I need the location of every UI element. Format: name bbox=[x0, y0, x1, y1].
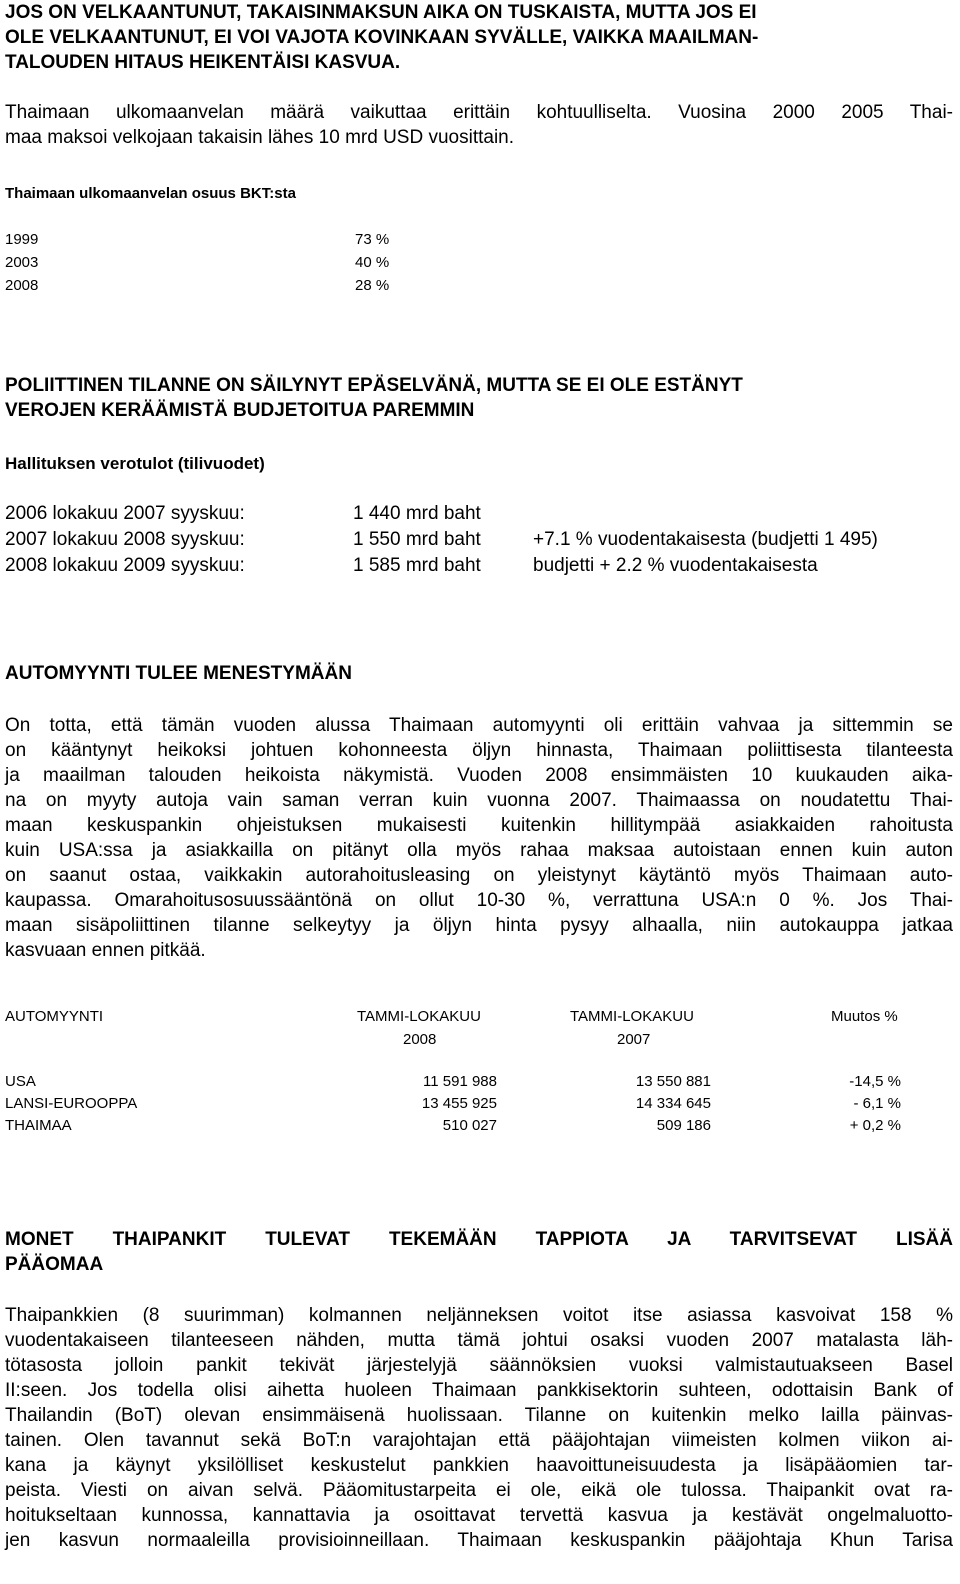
debt-value: 28 % bbox=[355, 277, 390, 294]
section1-heading bbox=[5, 0, 758, 75]
para-line: maan sisäpoliittinen tilanne selkeytyy ja öljyn hinta pysyy alhaalla, niin autokauppa jatkaa bbox=[5, 915, 953, 936]
sales-header-2008: TAMMI-LOKAKUU bbox=[357, 1008, 481, 1025]
section3-heading: AUTOMYYNTI TULEE MENESTYMÄÄN bbox=[5, 663, 352, 684]
tax-amount: 1 585 mrd baht bbox=[353, 555, 481, 576]
tax-subheading: Hallituksen verotulot (tilivuodet) bbox=[5, 454, 265, 473]
heading-line: PÄÄOMAA bbox=[5, 1254, 104, 1275]
sales-change: -14,5 % bbox=[849, 1073, 901, 1090]
para-line: kana ja käynyt yksilölliset keskustelut pankkien haavoittuneisuudesta ja lisäpääomien tar- bbox=[5, 1455, 953, 1476]
heading-line: TALOUDEN HITAUS HEIKENTÄISI KASVUA. bbox=[5, 52, 401, 73]
para-line: maa maksoi velkojaan takaisin lähes 10 mrd USD vuosittain. bbox=[5, 127, 515, 148]
sales-market: LANSI-EUROOPPA bbox=[5, 1095, 138, 1112]
tax-amount: 1 440 mrd baht bbox=[353, 503, 481, 524]
debt-year: 2008 bbox=[5, 277, 39, 294]
sales-market: THAIMAA bbox=[5, 1117, 72, 1134]
para-line: Thailandin (BoT) olevan ensimmäisenä huolissaan. Tilanne on kuitenkin melko lailla päinvas- bbox=[5, 1405, 953, 1426]
para-line: Thaipankkien (8 suurimman) kolmannen neljänneksen voitot itse asiassa kasvoivat 158 % bbox=[5, 1305, 953, 1326]
sales-header-market: AUTOMYYNTI bbox=[5, 1008, 104, 1025]
sales-change: + 0,2 % bbox=[849, 1117, 901, 1134]
tax-note: budjetti + 2.2 % vuodentakaisesta bbox=[533, 555, 818, 576]
para-line: Thaimaan ulkomaanvelan määrä vaikuttaa erittäin kohtuulliselta. Vuosina 2000 2005 Thai- bbox=[5, 102, 953, 123]
heading-line: POLIITTINEN TILANNE ON SÄILYNYT EPÄSELVÄNÄ, MUTTA SE EI OLE ESTÄNYT bbox=[5, 375, 743, 396]
para-line: jen kasvun normaaleilla provisioinneillaan. Thaimaan keskuspankin pääjohtaja Khun Tarisa bbox=[5, 1530, 953, 1551]
sales-2008: 11 591 988 bbox=[423, 1073, 497, 1090]
section3-paragraph bbox=[5, 713, 953, 963]
debt-year: 2003 bbox=[5, 254, 39, 271]
para-line: na on myyty autoja vain saman verran kuin vuonna 2007. Thaimaassa on noudatettu Thai- bbox=[5, 790, 953, 811]
debt-value: 73 % bbox=[355, 231, 390, 248]
tax-period: 2008 lokakuu 2009 syyskuu: bbox=[5, 555, 245, 576]
sales-header-2008-year: 2008 bbox=[403, 1031, 437, 1048]
tax-amount: 1 550 mrd baht bbox=[353, 529, 481, 550]
sales-change: - 6,1 % bbox=[853, 1095, 901, 1112]
para-line: peista. Viesti on aivan selvä. Pääomitustarpeita ei ole, eikä ole tulossa. Thaipankit ovat ra- bbox=[5, 1480, 953, 1501]
sales-header-change: Muutos % bbox=[831, 1008, 898, 1025]
tax-period: 2007 lokakuu 2008 syyskuu: bbox=[5, 529, 245, 550]
section2-heading bbox=[5, 373, 743, 423]
para-line: II:seen. Jos todella olisi aihetta huoleen Thaimaan pankkisektorin suhteen, odottaisin Bank of bbox=[5, 1380, 953, 1401]
para-line: kuin USA:ssa ja asiakkailla on pitänyt olla myös rahaa maksaa autoistaan ennen kuin auton bbox=[5, 840, 953, 861]
para-line: vuodentakaiseen tilanteeseen nähden, mutta tämä johtui osaksi vuoden 2007 matalasta läh- bbox=[5, 1330, 953, 1351]
heading-line: JOS ON VELKAANTUNUT, TAKAISINMAKSUN AIKA ON TUSKAISTA, MUTTA JOS EI bbox=[5, 2, 757, 23]
debt-year: 1999 bbox=[5, 231, 39, 248]
sales-market: USA bbox=[5, 1073, 36, 1090]
para-line: hoitukseltaan kunnossa, kannattavia ja osoittavat tervettä kasvua ja kestävät ongelmaluotto- bbox=[5, 1505, 953, 1526]
sales-header-2007-year: 2007 bbox=[617, 1031, 651, 1048]
sales-2007: 13 550 881 bbox=[635, 1073, 711, 1090]
debt-table-title: Thaimaan ulkomaanvelan osuus BKT:sta bbox=[5, 185, 296, 202]
debt-value: 40 % bbox=[355, 254, 390, 271]
sales-header-2007: TAMMI-LOKAKUU bbox=[570, 1008, 694, 1025]
heading-line: OLE VELKAANTUNUT, EI VOI VAJOTA KOVINKAAN SYVÄLLE, VAIKKA MAAILMAN- bbox=[5, 27, 759, 48]
sales-2007: 14 334 645 bbox=[635, 1095, 711, 1112]
para-line: on kääntynyt heikoksi johtuen kohonneesta öljyn hinnasta, Thaimaan poliittisesta tilanteesta bbox=[5, 740, 953, 761]
sales-2008: 510 027 bbox=[442, 1117, 497, 1134]
para-line: On totta, että tämän vuoden alussa Thaimaan automyynti oli erittäin vahvaa ja sittemmin se bbox=[5, 715, 953, 736]
heading-line: VEROJEN KERÄÄMISTÄ BUDJETOITUA PAREMMIN bbox=[5, 400, 475, 421]
section1-paragraph bbox=[5, 100, 953, 150]
heading-line: MONET THAIPANKIT TULEVAT TEKEMÄÄN TAPPIOTA JA TARVITSEVAT LISÄÄ bbox=[5, 1229, 953, 1250]
section4-heading bbox=[5, 1227, 953, 1277]
sales-2007: 509 186 bbox=[656, 1117, 711, 1134]
para-line: maan keskuspankin ohjeistuksen mukaisesti kuitenkin hillitympää asiakkaiden rahoitusta bbox=[5, 815, 953, 836]
para-line: ja maailman talouden heikoista näkymistä. Vuoden 2008 ensimmäisten 10 kuukauden aika- bbox=[5, 765, 953, 786]
section4-paragraph bbox=[5, 1303, 953, 1553]
para-line: on saanut ostaa, vaikkakin autorahoitusleasing on yleistynyt käytäntö myös Thaimaan auto- bbox=[5, 865, 953, 886]
para-line: kaupassa. Omarahoitusosuussääntönä on ollut 10-30 %, verrattuna USA:n 0 %. Jos Thai- bbox=[5, 890, 953, 911]
para-line: tötasosta jolloin pankit tekivät järjestelyjä säännöksien vuoksi valmistautuakseen Basel bbox=[5, 1355, 953, 1376]
para-line: tainen. Olen tavannut sekä BoT:n varajohtajan että pääjohtajan viimeisten kolmen viikon ai- bbox=[5, 1430, 953, 1451]
tax-note: +7.1 % vuodentakaisesta (budjetti 1 495) bbox=[533, 529, 878, 550]
tax-period: 2006 lokakuu 2007 syyskuu: bbox=[5, 503, 245, 524]
sales-2008: 13 455 925 bbox=[421, 1095, 497, 1112]
para-line: kasvuaan ennen pitkää. bbox=[5, 940, 206, 961]
